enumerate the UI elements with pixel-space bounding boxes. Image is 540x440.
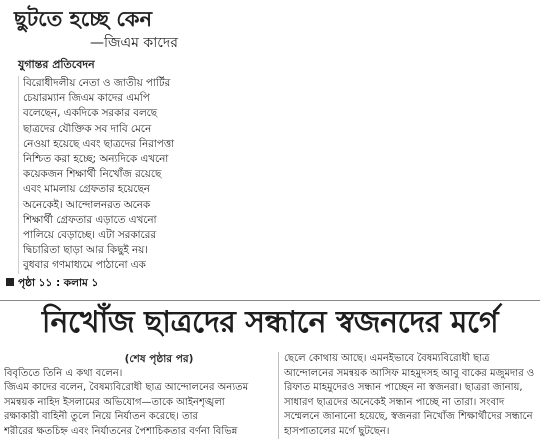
body-line: নেওয়া হয়েছে এবং ছাত্রদের নিরাপত্তা bbox=[23, 137, 175, 150]
main-article-left-column bbox=[4, 352, 274, 439]
body-line: সম্মেলনে জানানো হয়েছে, স্বজনরা নিখোঁজ শিক্ষার্থীদের সন্ধানে bbox=[284, 411, 533, 422]
body-line: কয়েকজন শিক্ষার্থী নিখোঁজ রয়েছে bbox=[23, 168, 162, 181]
body-line: এবং মামলায় গ্রেফতার হয়েছেন bbox=[23, 183, 150, 196]
body-line: চেয়ারম্যান জিএম কাদের এমপি bbox=[23, 92, 150, 105]
body-line: রক্ষাকারী বাহিনী তুলে নিয়ে নির্যাতন করেছে। তার bbox=[4, 411, 198, 422]
body-line: দ্বিচারিতা ছাড়া আর কিছুই নয়। bbox=[23, 244, 148, 257]
body-line: জিএম কাদের বলেন, বৈষম্যবিরোধী ছাত্র আন্দোলনের অন্যতম bbox=[4, 382, 249, 393]
body-line: পালিয়ে বেড়াচ্ছে। এটা সরকারের bbox=[23, 229, 156, 242]
body-line: আন্দোলনের সমন্বয়ক আসিফ মাহমুদসহ আবু বাকের মজুমদার ও bbox=[284, 367, 535, 379]
continued-on-text: পৃষ্ঠা ১১ : কলাম ১ bbox=[18, 277, 99, 289]
byline: —জিএম কাদের bbox=[90, 35, 178, 51]
body-line: অনেকেই। আন্দোলনরত অনেক bbox=[23, 198, 151, 211]
square-bullet-icon bbox=[6, 278, 14, 286]
continued-from-label: (শেষ পৃষ্ঠার পর) bbox=[124, 353, 194, 365]
top-article-body bbox=[18, 76, 273, 274]
divider bbox=[0, 300, 540, 301]
body-line: বিবৃতিতে তিনি এ কথা বলেন। bbox=[4, 367, 123, 379]
body-line: শিক্ষার্থী গ্রেফতার এড়াতে এখনো bbox=[23, 213, 157, 226]
body-line: বিরোধীদলীয় নেতা ও জাতীয় পার্টির bbox=[23, 77, 171, 89]
body-line: শরীরের ক্ষতচিহ্ন এবং নির্যাতনের পৈশাচিকতার বর্ণনা বিভিন্ন bbox=[4, 425, 238, 437]
body-line: হাসপাতালের মর্গে ছুটছেন। bbox=[284, 425, 390, 437]
body-line: বলেছেন, একদিকে সরকার বলছে bbox=[23, 107, 157, 120]
main-headline: নিখোঁজ ছাত্রদের সন্ধানে স্বজনদের মর্গে bbox=[41, 305, 499, 340]
body-line: রিফাত মাহমুদেরও সন্ধান পাচ্ছেন না স্বজনরা। ছাত্ররা জানায়, bbox=[284, 382, 523, 393]
body-line: ছাত্রদের যৌক্তিক সব দাবি মেনে bbox=[23, 122, 152, 135]
reporter-credit: যুগান্তর প্রতিবেদন bbox=[18, 58, 95, 71]
body-line: সাধারণ ছাত্রদের অনেকেই সন্ধান পাচ্ছে না তারা। সংবাদ bbox=[284, 396, 505, 408]
continued-on bbox=[6, 276, 98, 290]
body-line: ছেলে কোথায় আছে। এমনইভাবে বৈষম্যবিরোধী ছাত্র bbox=[284, 353, 490, 364]
main-article-right-column bbox=[278, 352, 540, 439]
body-line: বুধবার গণমাধ্যমে পাঠানো এক bbox=[23, 259, 146, 272]
top-headline: ছুটতে হচ্ছে কেন bbox=[14, 7, 153, 31]
body-line: নিশ্চিত করা হচ্ছে; অন্যদিকে এখনো bbox=[23, 153, 169, 166]
body-line: সমন্বয়ক নাহিদ ইসলামের অভিযোগ—তাকে আইনশৃঙ্খলা bbox=[4, 396, 225, 408]
